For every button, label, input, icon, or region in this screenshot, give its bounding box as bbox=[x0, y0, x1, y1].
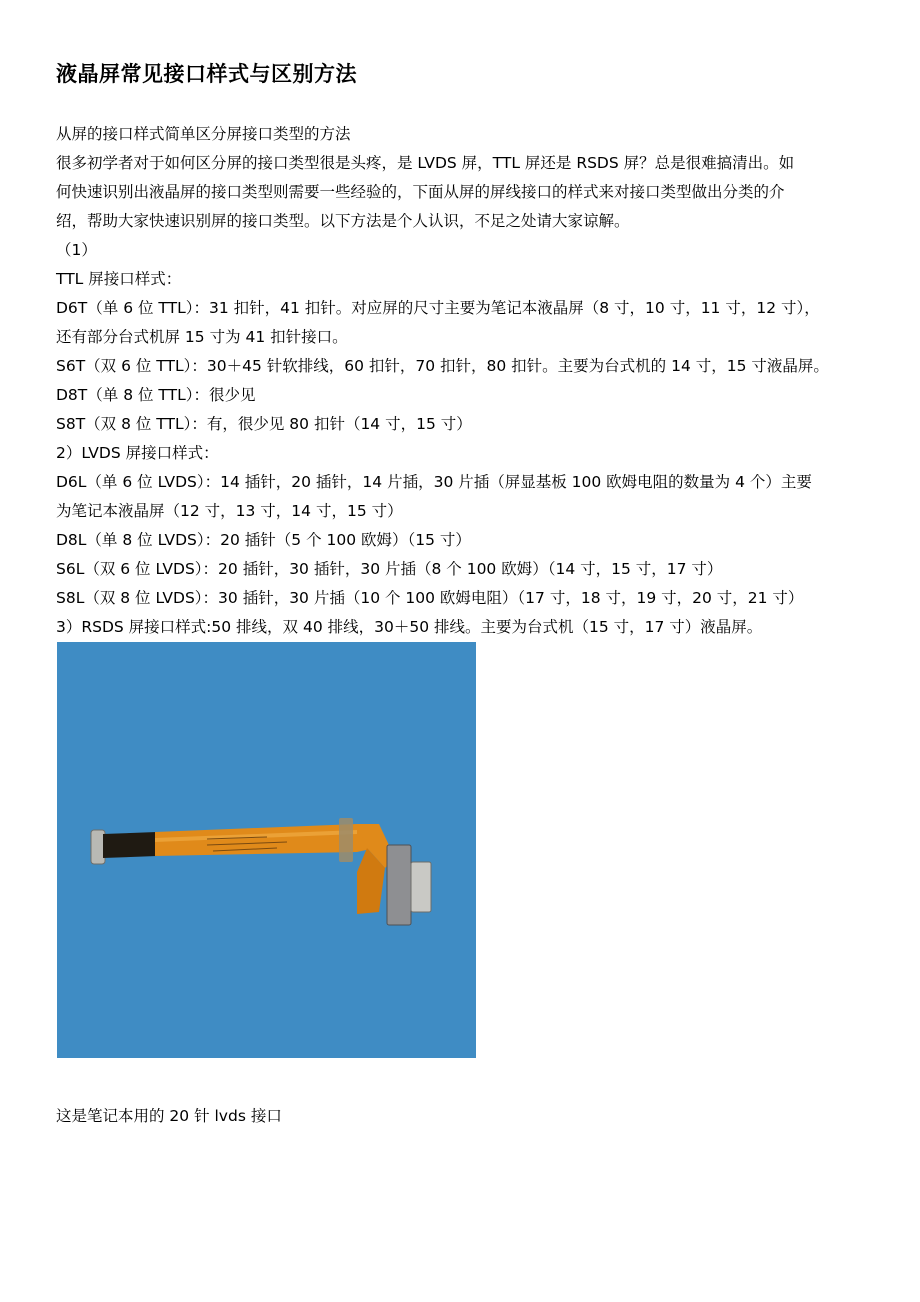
text-line: 2）LVDS 屏接口样式： bbox=[56, 444, 219, 462]
cable-illustration bbox=[57, 642, 476, 1058]
photo-caption: 这是笔记本用的 20 针 lvds 接口 bbox=[56, 1107, 282, 1125]
text-line: S6L（双 6 位 LVDS）：20 插针，30 插针，30 片插（8 个 100 欧姆）（14 寸，15 寸，17 寸） bbox=[56, 560, 723, 578]
text-line: S6T（双 6 位 TTL）：30＋45 针软排线，60 扣针，70 扣针，80 扣针。主要为台式机的 14 寸，15 寸液晶屏。 bbox=[56, 357, 829, 375]
text-line: S8T（双 8 位 TTL）：有，很少见 80 扣针（14 寸，15 寸） bbox=[56, 415, 472, 433]
text-line: 何快速识别出液晶屏的接口类型则需要一些经验的，下面从屏的屏线接口的样式来对接口类型做出分类的介 bbox=[56, 183, 785, 201]
document-body bbox=[56, 120, 886, 642]
text-line: D6L（单 6 位 LVDS）：14 插针，20 插针，14 片插，30 片插（屏显基板 100 欧姆电阻的数量为 4 个）主要 bbox=[56, 473, 812, 491]
document-title: 液晶屏常见接口样式与区别方法 bbox=[56, 62, 357, 86]
text-line: 还有部分台式机屏 15 寸为 41 扣针接口。 bbox=[56, 328, 348, 346]
text-line: D8T（单 8 位 TTL）：很少见 bbox=[56, 386, 256, 404]
text-line: 3）RSDS 屏接口样式:50 排线，双 40 排线，30＋50 排线。主要为台式机（15 寸，17 寸）液晶屏。 bbox=[56, 618, 763, 636]
text-line: 很多初学者对于如何区分屏的接口类型很是头疼，是 LVDS 屏，TTL 屏还是 RSDS 屏？总是很难搞清出。如 bbox=[56, 154, 795, 172]
text-line: 为笔记本液晶屏（12 寸，13 寸，14 寸，15 寸） bbox=[56, 502, 403, 520]
lvds-cable-photo bbox=[57, 642, 476, 1058]
text-line: （1） bbox=[56, 241, 97, 259]
text-line: TTL 屏接口样式： bbox=[56, 270, 182, 288]
text-line: 从屏的接口样式简单区分屏接口类型的方法 bbox=[56, 125, 351, 143]
text-line: D8L（单 8 位 LVDS）：20 插针（5 个 100 欧姆）（15 寸） bbox=[56, 531, 471, 549]
text-line: S8L（双 8 位 LVDS）：30 插针，30 片插（10 个 100 欧姆电阻）（17 寸，18 寸，19 寸，20 寸，21 寸） bbox=[56, 589, 804, 607]
text-line: 绍，帮助大家快速识别屏的接口类型。以下方法是个人认识，不足之处请大家谅解。 bbox=[56, 212, 630, 230]
text-line: D6T（单 6 位 TTL）：31 扣针，41 扣针。对应屏的尺寸主要为笔记本液晶屏（8 寸，10 寸，11 寸，12 寸）， bbox=[56, 299, 820, 317]
